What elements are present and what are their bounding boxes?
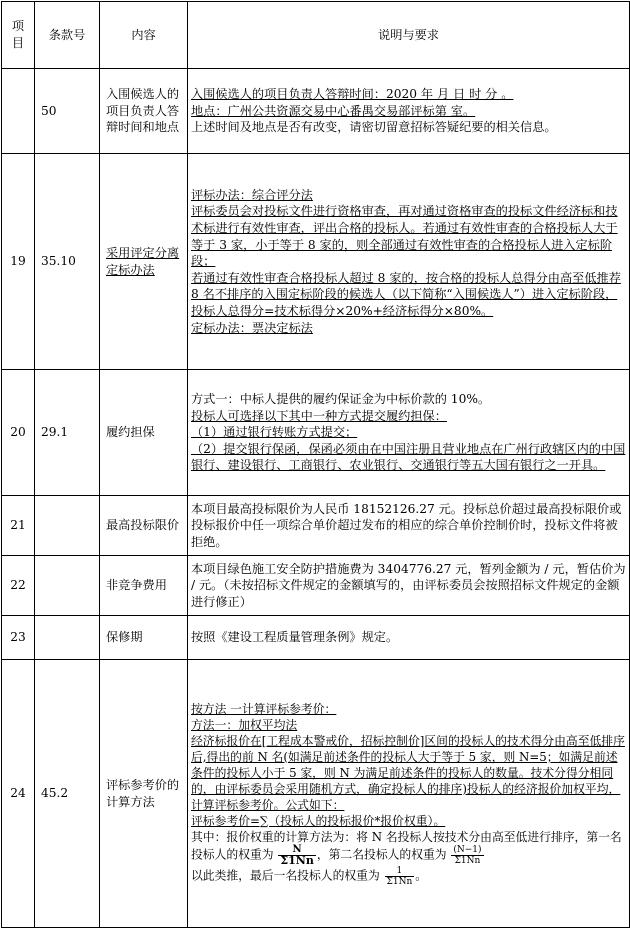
header-content: 内容 (100, 2, 188, 69)
table-header-row (2, 2, 630, 69)
row-number: 20 (2, 370, 35, 496)
description-line: 定标办法：票决定标法 (191, 320, 313, 335)
description-line: 本项目最高投标限价为人民币 18152126.27 元。投标总价超过最高投标限价或投标报价中任一项综合单价超过发布的相应的综合单价控制价时，投标文件将被拒绝。 (191, 501, 622, 549)
row-clause (35, 556, 100, 616)
description-line: 地点：广州公共资源交易中心番禺交易部评标第 室。 (191, 103, 476, 118)
description-line: 方法一：加权平均法 (191, 717, 298, 732)
weight-formula-paragraph (191, 866, 626, 887)
description-line: 。 (415, 868, 428, 882)
description-line: 以此类推，最后一名投标人的权重为 (191, 868, 380, 882)
description-line: 方式一：中标人提供的履约保证金为中标价款的 10%。 (191, 392, 491, 407)
description-line: 本项目绿色施工安全防护措施费为 3404776.27 元，暂列金额为 / 元，暂估价为 / 元。（未按招标文件规定的金额填写的，由评标委员会按照招标文件规定的金额进行修正） (191, 561, 626, 609)
row-content: 履约担保 (100, 370, 188, 496)
description-line: 按方法 一计算评标参考价： (191, 701, 337, 716)
fraction-denominator: Σ1Nn (280, 853, 314, 867)
row-number: 24 (2, 660, 35, 928)
row-content: 非竞争费用 (100, 556, 188, 616)
description-line: 按照《建设工程质量管理条例》规定。 (191, 630, 399, 645)
description-line: 其中：报价权重的计算方法为：将 N 名投标人按技术分由高至低进行排序，第一名投标人的权重为 (191, 829, 622, 861)
header-clause-number: 条款号 (35, 2, 100, 69)
row-clause (35, 496, 100, 556)
row-description (188, 556, 630, 616)
row-description (188, 616, 630, 660)
description-line: 评标办法：综合评分法 (191, 187, 313, 202)
row-description (188, 496, 630, 556)
row-number: 22 (2, 556, 35, 616)
fraction-denominator: Σ1Nn (386, 876, 413, 887)
row-content: 保修期 (100, 616, 188, 660)
description-line: （1）通过银行转账方式提交； (191, 425, 358, 440)
table-row (2, 154, 630, 370)
row-description (188, 154, 630, 370)
description-line: 评标参考价=∑（投标人的投标报价*报价权重）。 (191, 813, 446, 828)
row-content: 采用评定分离定标办法 (100, 154, 188, 370)
second-weight-fraction (451, 845, 483, 866)
row-clause: 50 (35, 69, 100, 154)
row-clause: 45.2 (35, 660, 100, 928)
description-line: 上述时间及地点是否有改变，请密切留意招标答疑纪要的相关信息。 (191, 120, 557, 135)
description-line: 评标委员会对投标文件进行资格审查，再对通过资格审查的投标文件经济标和技术标进行有效性审查，评出合格的投标人。若通过有效性审查的合格投标人大于等于 3 家，小于等于 8 家的，则全部通过有效性审查的合格投标人进入定标阶段； (191, 204, 618, 269)
description-line: ，第二名投标人的权重为 (316, 847, 447, 861)
row-clause (35, 616, 100, 660)
table-row (2, 616, 630, 660)
fraction-numerator: N (278, 845, 315, 856)
table-row (2, 660, 630, 928)
bid-terms-table (1, 1, 630, 928)
description-line: 投标人可选择以下其中一种方式提交履约担保： (191, 408, 447, 423)
table-row (2, 496, 630, 556)
row-number (2, 69, 35, 154)
last-weight-fraction (385, 866, 415, 887)
row-content: 入围候选人的项目负责人答辩时间和地点 (100, 69, 188, 154)
row-number: 21 (2, 496, 35, 556)
row-content: 最高投标限价 (100, 496, 188, 556)
row-description (188, 660, 630, 928)
row-number: 19 (2, 154, 35, 370)
description-line: 入围候选人的项目负责人答辩时间：2020 年 月 日 时 分 。 (191, 87, 514, 102)
description-line: （2）提交银行保函，保函必须由在中国注册且营业地点在广州行政辖区内的中国银行、建设银行、工商银行、农业银行、交通银行等五大国有银行之一开具。 (191, 441, 626, 473)
row-number: 23 (2, 616, 35, 660)
table-row (2, 69, 630, 154)
weight-formula-paragraph (191, 829, 626, 866)
row-description (188, 370, 630, 496)
row-description (188, 69, 630, 154)
first-weight-fraction (278, 845, 315, 866)
description-line: 若通过有效性审查合格投标人超过 8 家的，按合格的投标人总得分由高至低推荐 8 名不排序的入围定标阶段的候选人（以下简称“入围候选人”）进入定标阶段，投标人总得分=技术标得分×20%+经济标得分×80%。 (191, 270, 621, 318)
table-row (2, 370, 630, 496)
fraction-denominator: Σ1Nn (454, 855, 481, 866)
header-item-number: 项 目 (2, 2, 35, 69)
description-line: 经济标报价在[工程成本警戒价，招标控制价]区间的投标人的技术得分由高至低排序后,得出的前 N 名(如满足前述条件的投标人大于等于 5 家，则 N=5；如满足前述条件的投标人小于 5 家，则 N 为满足前述条件的投标人的数量。技术分得分相同的，由评标委员会采用随机方式，确定投标人的排序)投标人的经济报价加权平均，计算评标参考价。公式如下： (191, 733, 625, 812)
header-description: 说明与要求 (188, 2, 630, 69)
row-clause: 29.1 (35, 370, 100, 496)
row-clause: 35.10 (35, 154, 100, 370)
fraction-numerator: 1 (385, 866, 415, 877)
table-row (2, 556, 630, 616)
row-content: 评标参考价的计算方法 (100, 660, 188, 928)
fraction-numerator: (N−1) (453, 844, 482, 855)
